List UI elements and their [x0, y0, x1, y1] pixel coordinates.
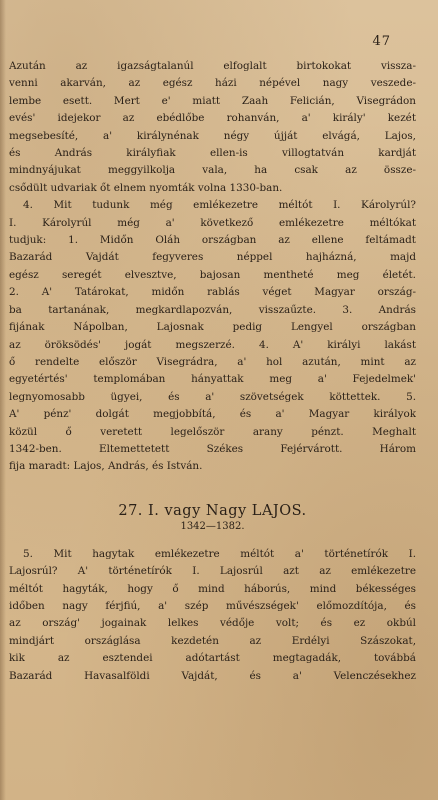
text-line: mindnyájukat meggyilkolja vala, ha csak az össze- — [9, 164, 416, 177]
text-line: Bazarád Vajdát fegyveres néppel hajházná, majd — [9, 251, 416, 264]
page-number: 47 — [372, 34, 391, 49]
paragraph-question-4 — [9, 197, 416, 476]
text-line: közül ő veretett legelőször arany pénzt. Meghalt — [9, 425, 416, 438]
text-line: méltót hagyták, hogy ő mind háborús, mind békességes — [9, 582, 416, 595]
paragraph-question-5 — [9, 546, 416, 685]
text-line: megsebesíté, a' királynénak négy újját elvágá, Lajos, — [9, 129, 416, 142]
text-line: és András királyfiak ellen-is villogtatván kardját — [9, 147, 416, 160]
text-line: egész seregét elvesztve, bajosan mentheté meg életét. — [9, 268, 416, 281]
text-line: csődült udvariak őt elnem nyomták volna 1330-ban. — [9, 181, 283, 194]
text-line: tudjuk: 1. Midőn Oláh országban az ellene feltámadt — [9, 234, 416, 247]
paragraph-intro — [9, 58, 416, 197]
text-line: Azután az igazságtalanúl elfoglalt birtokokat vissza- — [9, 60, 416, 72]
text-line: Lajosrúl? A' történetírók I. Lajosrúl azt az emlékezetre — [9, 565, 416, 578]
text-line: 5. Mit hagytak emlékezetre méltót a' történetírók I. — [23, 547, 416, 560]
chapter-years: 1342—1382. — [180, 520, 245, 532]
text-line: kik az esztendei adótartást megtagadák, továbbá — [9, 652, 416, 665]
text-line: evés' idejekor az ebédlőbe rohanván, a' király' kezét — [9, 112, 416, 125]
text-line: időben nagy férjfiú, a' szép művészségek' előmozdítója, és — [9, 599, 416, 612]
text-line: 1342-ben. Eltemettetett Székes Fejérvárott. Három — [9, 442, 416, 455]
text-line: venni akarván, az egész házi népével nagy veszede- — [9, 77, 416, 90]
text-line: mindjárt országlása kezdetén az Erdélyi Szászokat, — [9, 634, 416, 647]
text-line: I. Károlyrúl még a' következő emlékezetre méltókat — [9, 216, 416, 229]
chapter-title: 27. I. vagy Nagy LAJOS. — [118, 502, 307, 519]
text-line: A' pénz' dolgát megjobbítá, és a' Magyar királyok — [9, 408, 416, 421]
text-line: fijának Nápolban, Lajosnak pedig Lengyel országban — [9, 321, 416, 334]
text-line: az öröksödés' jogát megszerzé. 4. A' királyi lakást — [9, 338, 416, 351]
text-line: az ország' jogainak lelkes védője volt; és ez okbúl — [9, 617, 416, 630]
text-line: Bazarád Havasalföldi Vajdát, és a' Velenczésekhez — [9, 669, 416, 682]
text-line: ő rendelte először Visegrádra, a' hol azután, mint az — [9, 355, 416, 368]
text-line: egyetértés' templomában hányattak meg a' Fejedelmek' — [9, 373, 416, 386]
binding-shadow — [0, 0, 6, 800]
text-line: lembe esett. Mert e' miatt Zaah Felicián, Visegrádon — [9, 94, 416, 107]
text-line: 2. A' Tatárokat, midőn rablás véget Magyar ország- — [9, 286, 416, 299]
text-line: ba tartanának, megkardlapozván, visszaűzte. 3. András — [9, 303, 416, 316]
text-line: legnyomosabb ügyei, és a' szövetségek köttettek. 5. — [9, 390, 416, 403]
text-line: 4. Mit tudunk még emlékezetre méltót I. Károlyrúl? — [23, 199, 416, 212]
text-line: fija maradt: Lajos, András, és István. — [9, 460, 203, 473]
